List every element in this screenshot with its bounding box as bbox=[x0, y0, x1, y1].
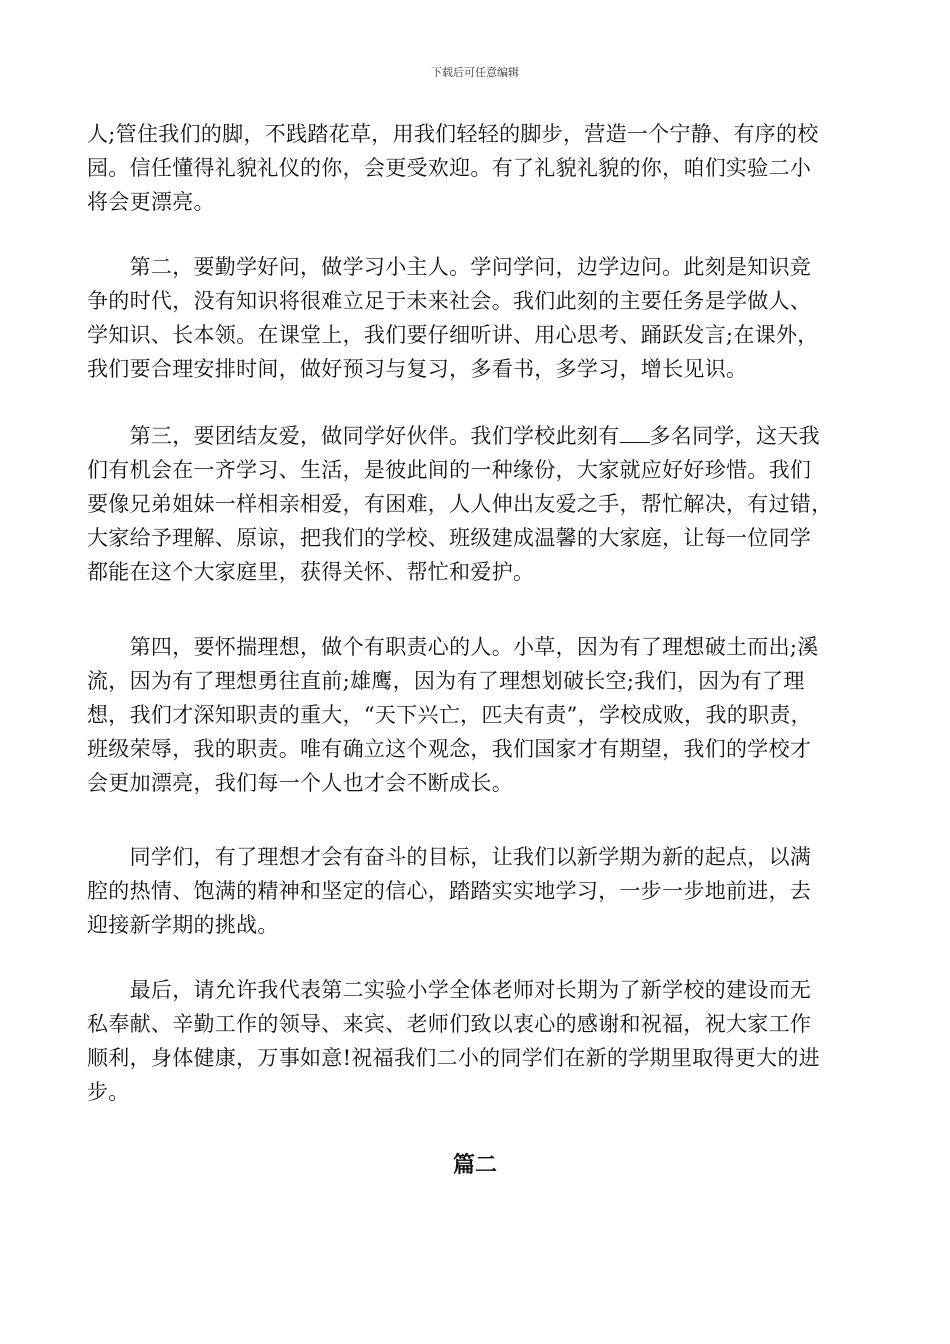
text-line bbox=[87, 419, 863, 453]
text-line: 想，我们才深知职责的重大，“天下兴亡，匹夫有责”，学校成败，我的职责， bbox=[87, 703, 812, 727]
section-title: 篇二 bbox=[452, 1152, 497, 1178]
fill-in-blank bbox=[620, 424, 650, 443]
page-header: 下载后可任意编辑 bbox=[431, 66, 519, 79]
text-line: 会更加漂亮，我们每一个人也才会不断成长。 bbox=[87, 771, 513, 795]
text-line: 迎接新学期的挑战。 bbox=[87, 913, 279, 937]
text-line: 腔的热情、饱满的精神和坚定的信心，踏踏实实地学习，一步一步地前进，去 bbox=[87, 879, 812, 903]
text-line: 人;管住我们的脚，不践踏花草，用我们轻轻的脚步，营造一个宁静、有序的校 bbox=[87, 122, 819, 146]
text-line: 我们要合理安排时间，做好预习与复习，多看书，多学习，增长见识。 bbox=[87, 357, 748, 381]
text-line: 大家给予理解、原谅，把我们的学校、班级建成温馨的大家庭，让每一位同学 bbox=[87, 526, 812, 550]
text-line: 争的时代，没有知识将很难立足于未来社会。我们此刻的主要任务是学做人、 bbox=[87, 289, 812, 313]
text-line: 同学们，有了理想才会有奋斗的目标，让我们以新学期为新的起点，以满 bbox=[87, 845, 812, 869]
text-line: 们有机会在一齐学习、生活，是彼此间的一种缘份，大家就应好好珍惜。我们 bbox=[87, 458, 812, 482]
text-line: 流，因为有了理想勇往直前;雄鹰，因为有了理想划破长空;我们，因为有了理 bbox=[87, 669, 805, 693]
text-line: 学知识、长本领。在课堂上，我们要仔细听讲、用心思考、踊跃发言;在课外， bbox=[87, 323, 819, 347]
text-line: 要像兄弟姐妹一样相亲相爱，有困难，人人伸出友爱之手，帮忙解决，有过错， bbox=[87, 492, 833, 516]
text-line: 班级荣辱，我的职责。唯有确立这个观念，我们国家才有期望，我们的学校才 bbox=[87, 737, 812, 761]
text-line: 都能在这个大家庭里，获得关怀、帮忙和爱护。 bbox=[87, 560, 535, 584]
paragraph-6 bbox=[87, 973, 863, 1109]
text-line: 园。信任懂得礼貌礼仪的你，会更受欢迎。有了礼貌礼貌的你，咱们实验二小 bbox=[87, 156, 812, 180]
text-line: 顺利，身体健康，万事如意!祝福我们二小的同学们在新的学期里取得更大的进 bbox=[87, 1046, 820, 1070]
text-segment: 多名同学，这天我 bbox=[649, 424, 820, 448]
text-line: 最后，请允许我代表第二实验小学全体老师对长期为了新学校的建设而无 bbox=[87, 978, 812, 1002]
paragraph-2 bbox=[87, 250, 863, 386]
text-line: 第二，要勤学好问，做学习小主人。学问学问，边学边问。此刻是知识竞 bbox=[87, 255, 812, 279]
paragraph-1 bbox=[87, 117, 863, 219]
text-line: 将会更漂亮。 bbox=[87, 190, 215, 214]
paragraph-3 bbox=[87, 419, 863, 589]
paragraph-4 bbox=[87, 630, 863, 800]
text-line: 步。 bbox=[87, 1080, 130, 1104]
text-segment: 第三，要团结友爱，做同学好伙伴。我们学校此刻有 bbox=[87, 424, 620, 448]
paragraph-5 bbox=[87, 840, 863, 942]
text-line: 私奉献、辛勤工作的领导、来宾、老师们致以衷心的感谢和祝福，祝大家工作 bbox=[87, 1012, 812, 1036]
text-line: 第四，要怀揣理想，做个有职责心的人。小草，因为有了理想破土而出;溪 bbox=[87, 635, 819, 659]
